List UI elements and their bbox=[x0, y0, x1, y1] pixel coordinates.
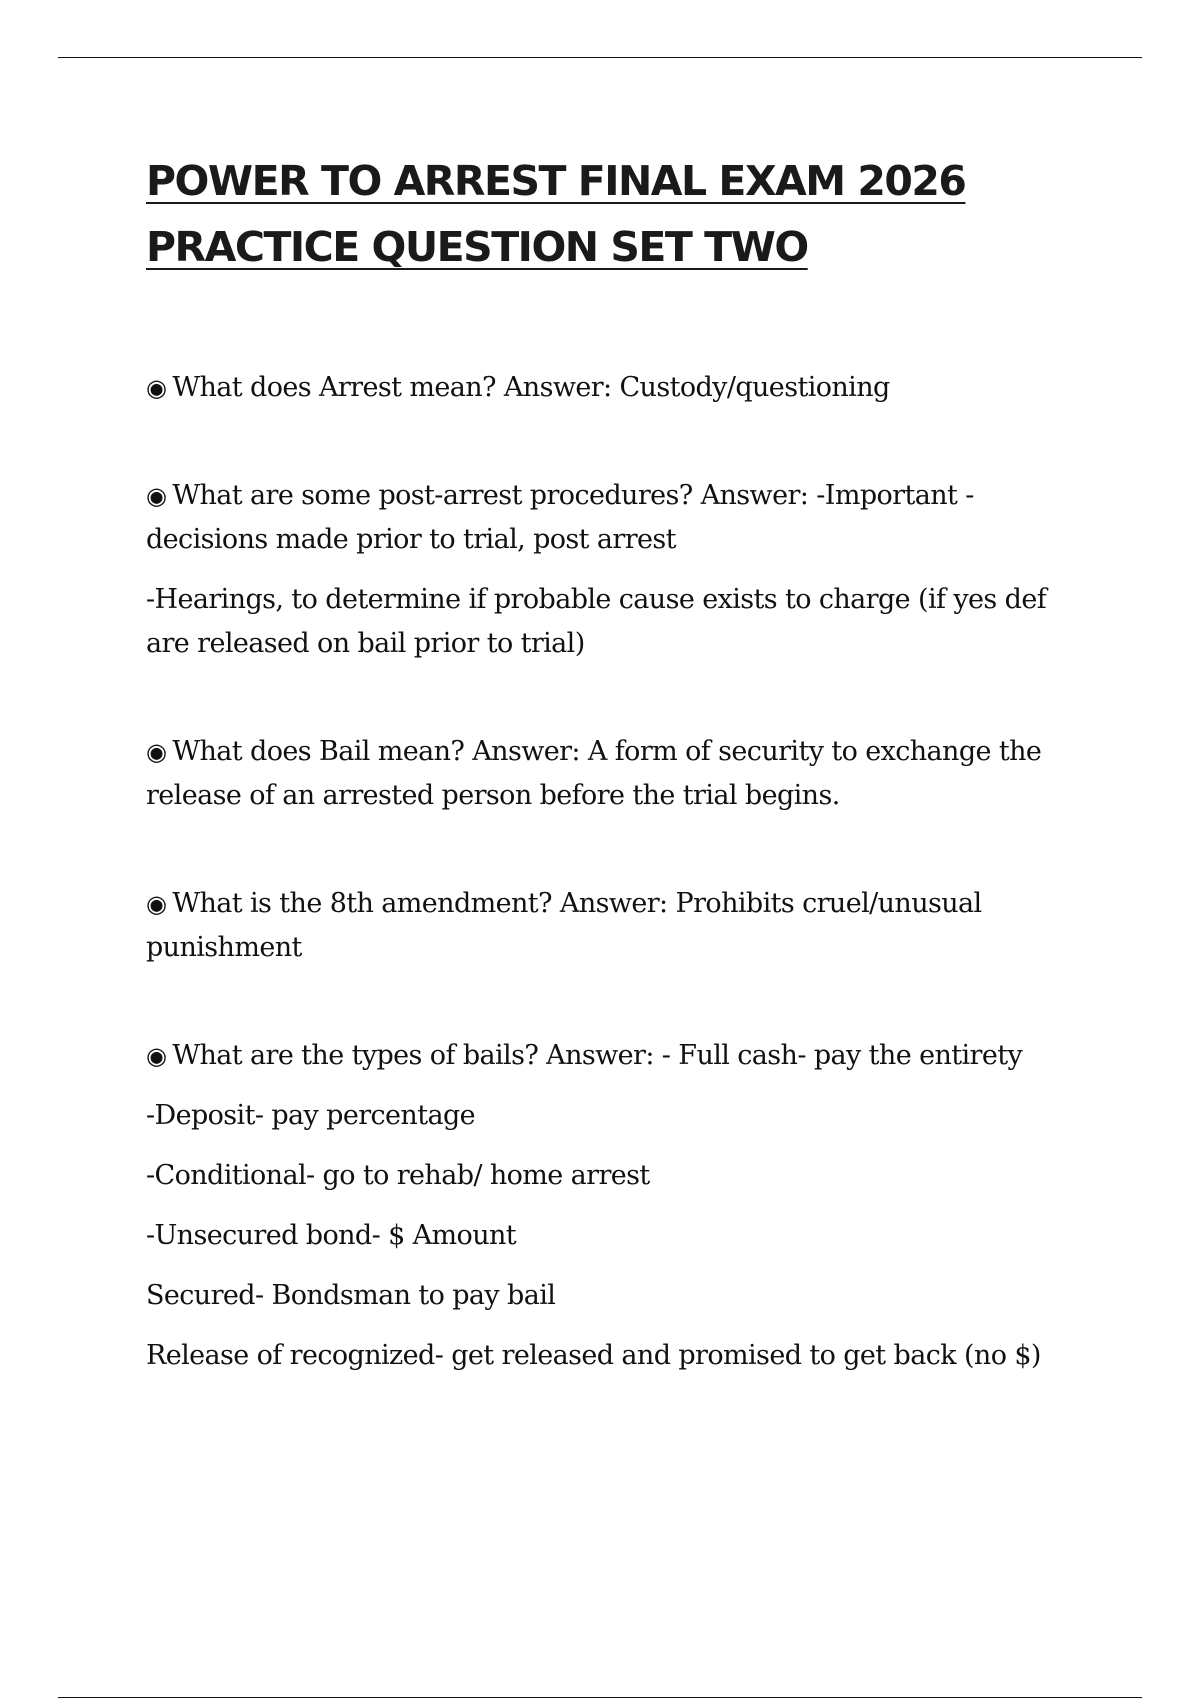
answer-detail: Release of recognized- get released and promised to get back (no $) bbox=[146, 1340, 1041, 1371]
document-body bbox=[146, 148, 1091, 1442]
question-text: What are the types of bails? Answer: - Full cash- pay the entirety bbox=[172, 1040, 1023, 1071]
question-text: What does Bail mean? Answer: A form of security to exchange the release of an arrested person before the trial begins. bbox=[146, 736, 1042, 811]
title-line-1: POWER TO ARREST FINAL EXAM 2026 bbox=[146, 157, 966, 205]
question-item bbox=[146, 474, 1091, 666]
radio-bullet-icon: ◉ bbox=[146, 482, 167, 510]
document-title bbox=[146, 148, 1091, 280]
question-item bbox=[146, 730, 1091, 818]
radio-bullet-icon: ◉ bbox=[146, 890, 167, 918]
question-item bbox=[146, 366, 1091, 410]
answer-detail: -Unsecured bond- $ Amount bbox=[146, 1220, 517, 1251]
radio-bullet-icon: ◉ bbox=[146, 374, 167, 402]
radio-bullet-icon: ◉ bbox=[146, 1042, 167, 1070]
top-divider bbox=[58, 57, 1142, 58]
answer-detail: Secured- Bondsman to pay bail bbox=[146, 1280, 556, 1311]
radio-bullet-icon: ◉ bbox=[146, 738, 167, 766]
question-list bbox=[146, 366, 1091, 1378]
question-text: What are some post-arrest procedures? Answer: -Important -decisions made prior to trial, post arrest bbox=[146, 480, 974, 555]
answer-detail: -Conditional- go to rehab/ home arrest bbox=[146, 1160, 650, 1191]
title-line-2: PRACTICE QUESTION SET TWO bbox=[146, 223, 808, 271]
question-item bbox=[146, 1034, 1091, 1378]
question-text: What is the 8th amendment? Answer: Prohibits cruel/unusual punishment bbox=[146, 888, 982, 963]
question-item bbox=[146, 882, 1091, 970]
answer-detail: -Deposit- pay percentage bbox=[146, 1100, 476, 1131]
answer-detail: -Hearings, to determine if probable cause exists to charge (if yes def are released on bail prior to trial) bbox=[146, 584, 1047, 659]
bottom-divider bbox=[58, 1697, 1142, 1698]
question-text: What does Arrest mean? Answer: Custody/questioning bbox=[172, 372, 890, 403]
